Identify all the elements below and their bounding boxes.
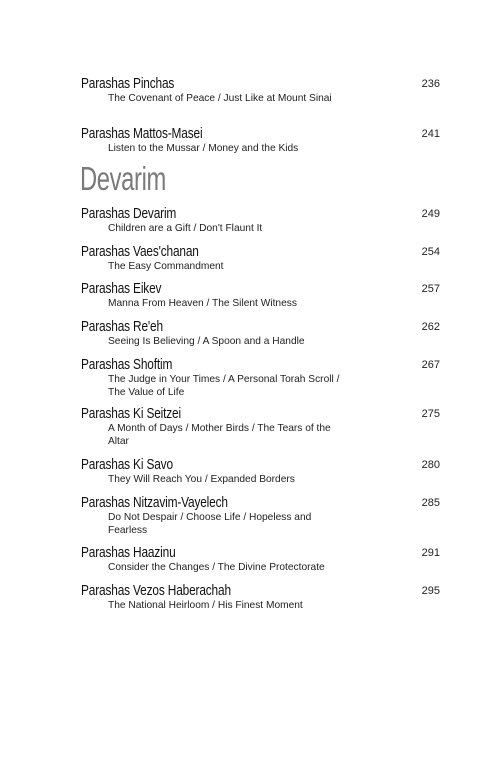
entry-page-number: 267 — [421, 359, 440, 371]
toc-entry — [81, 244, 441, 274]
entry-subtitle: The Judge in Your Times / A Personal Torah Scroll / The Value of Life — [108, 374, 340, 398]
entry-subtitle: The National Heirloom / His Finest Moment — [108, 600, 303, 611]
toc-entry — [81, 457, 441, 487]
entry-title: Parashas Ki Savo — [81, 457, 173, 473]
entry-title: Parashas Ki Seitzei — [81, 406, 181, 422]
entry-title: Parashas Pinchas — [81, 76, 175, 92]
entry-title: Parashas Eikev — [81, 281, 162, 297]
entry-page-number: 295 — [421, 585, 440, 597]
toc-entry — [81, 545, 441, 575]
entry-page-number: 291 — [421, 547, 440, 559]
entry-subtitle: A Month of Days / Mother Birds / The Tears of the Altar — [108, 423, 331, 447]
entry-page-number: 257 — [421, 283, 440, 295]
entry-title: Parashas Shoftim — [81, 357, 173, 373]
entry-subtitle: Consider the Changes / The Divine Protectorate — [108, 562, 325, 573]
entry-page-number: 275 — [421, 408, 440, 420]
entry-page-number: 280 — [421, 459, 440, 471]
toc-entry — [81, 126, 441, 156]
entry-subtitle: The Easy Commandment — [108, 261, 224, 272]
entry-page-number: 241 — [421, 128, 440, 140]
entry-title: Parashas Mattos-Masei — [81, 126, 203, 142]
entry-title: Parashas Re'eh — [81, 319, 163, 335]
toc-entry — [81, 206, 441, 236]
section-heading: Devarim — [80, 160, 166, 197]
entry-subtitle: Seeing Is Believing / A Spoon and a Handle — [108, 336, 305, 347]
entry-subtitle: They Will Reach You / Expanded Borders — [108, 474, 295, 485]
entry-title: Parashas Devarim — [81, 206, 177, 222]
entry-subtitle: Manna From Heaven / The Silent Witness — [108, 298, 297, 309]
entry-subtitle: Listen to the Mussar / Money and the Kids — [108, 143, 299, 154]
entry-subtitle: The Covenant of Peace / Just Like at Mount Sinai — [108, 93, 332, 104]
entry-page-number: 262 — [421, 321, 440, 333]
toc-entry — [81, 406, 441, 448]
entry-page-number: 236 — [421, 78, 440, 90]
entry-subtitle: Do Not Despair / Choose Life / Hopeless and Fearless — [108, 512, 312, 536]
toc-entry — [81, 583, 441, 613]
entry-page-number: 285 — [421, 497, 440, 509]
entry-subtitle: Children are a Gift / Don't Flaunt It — [108, 223, 263, 234]
entry-title: Parashas Vaes'chanan — [81, 244, 199, 260]
entry-page-number: 254 — [421, 246, 440, 258]
toc-entry — [81, 281, 441, 311]
entry-title: Parashas Vezos Haberachah — [81, 583, 231, 599]
entry-title: Parashas Haazinu — [81, 545, 176, 561]
toc-entry — [81, 76, 441, 106]
entry-page-number: 249 — [421, 208, 440, 220]
toc-entry — [81, 495, 441, 537]
toc-entry — [81, 319, 441, 349]
entry-title: Parashas Nitzavim-Vayelech — [81, 495, 228, 511]
toc-entry — [81, 357, 441, 399]
